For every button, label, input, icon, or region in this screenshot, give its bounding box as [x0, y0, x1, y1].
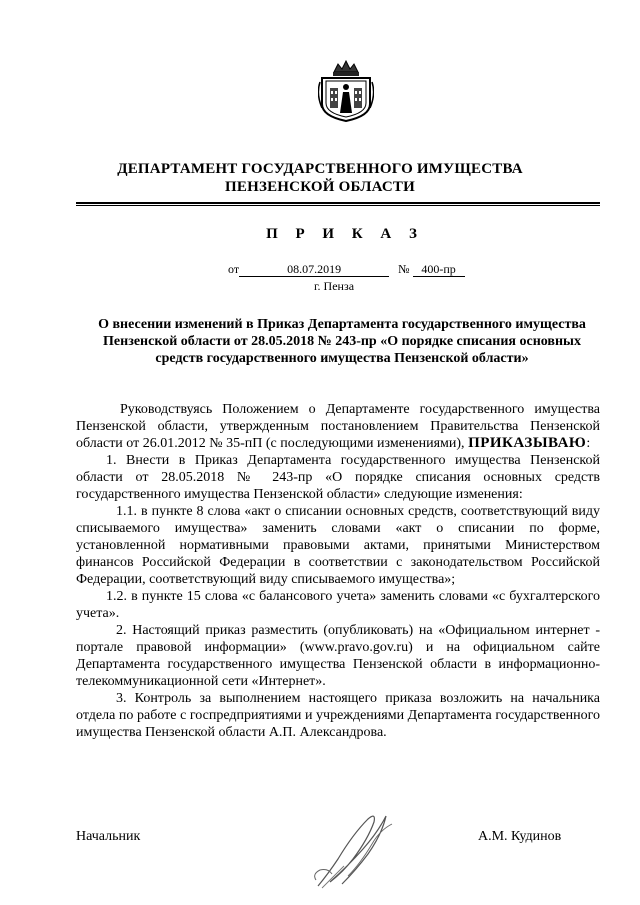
preamble-text: Руководствуясь Положением о Департаменте государственного имущества Пензенской области, утвержденным постановлением Правительства Пензенской области от 26.01.2012 № 35-пП (с последующими изменениями),	[76, 402, 600, 451]
item-1-1: 1.1. в пункте 8 слова «акт о списании основных средств, соответствующий виду списываемого имущества» заменить словами «акт о списании по форме, установленной нормативными правовыми актами, принятыми Министерством финансов Российской Федерации в соответствии с законодательством Российской Федерации, соответствующий виду списываемого имущества»;	[76, 504, 600, 587]
order-city: г. Пенза	[313, 279, 355, 293]
department-name-line-1: ДЕПАРТАМЕНТ ГОСУДАРСТВЕННОГО ИМУЩЕСТВА	[117, 161, 523, 177]
order-number: 400-пр	[413, 262, 465, 277]
order-body	[76, 401, 600, 741]
signer-role: Начальник	[76, 829, 141, 844]
item-2: 2. Настоящий приказ разместить (опубликовать) на «Официальном интернет - портале правовой информации» (www.pravo.gov.ru) и на официальном сайте Департамента государственного имущества Пензенской области в информационно-телекоммуникационной сети «Интернет».	[76, 623, 600, 689]
item-1-2: 1.2. в пункте 15 слова «с балансового учета» заменить словами «с бухгалтерского учета».	[76, 589, 600, 621]
order-word: ПРИКАЗЫВАЮ	[468, 435, 587, 451]
order-word-suffix: :	[586, 436, 591, 451]
department-name-line-2: ПЕНЗЕНСКОЙ ОБЛАСТИ	[225, 179, 415, 195]
item-3: 3. Контроль за выполнением настоящего приказа возложить на начальника отдела по работе с госпредприятиями и учреждениями Департамента государственного имущества Пензенской области А.П. Александрова.	[76, 691, 600, 740]
item-1: 1. Внести в Приказ Департамента государственного имущества Пензенской области от 28.05.2018 № 243-пр «О порядке списания основных средств государственного имущества Пензенской области» следующие изменения:	[76, 453, 600, 502]
number-prefix: №	[398, 262, 410, 276]
handwritten-signature-icon	[308, 804, 398, 892]
department-name	[40, 160, 600, 196]
penza-coat-of-arms-icon	[318, 58, 374, 122]
order-title: П Р И К А З	[266, 226, 424, 242]
date-prefix: от	[228, 262, 240, 276]
order-date-number	[228, 262, 465, 277]
order-date: 08.07.2019	[239, 262, 389, 277]
preamble-paragraph	[76, 401, 600, 452]
header-divider-thin	[76, 205, 600, 206]
signer-name: А.М. Кудинов	[478, 829, 562, 844]
order-subject: О внесении изменений в Приказ Департамента государственного имущества Пензенской области от 28.05.2018 № 243-пр «О порядке списания основных средств государственного имущества Пензенской области»	[98, 317, 586, 366]
header-divider-thick	[76, 202, 600, 204]
